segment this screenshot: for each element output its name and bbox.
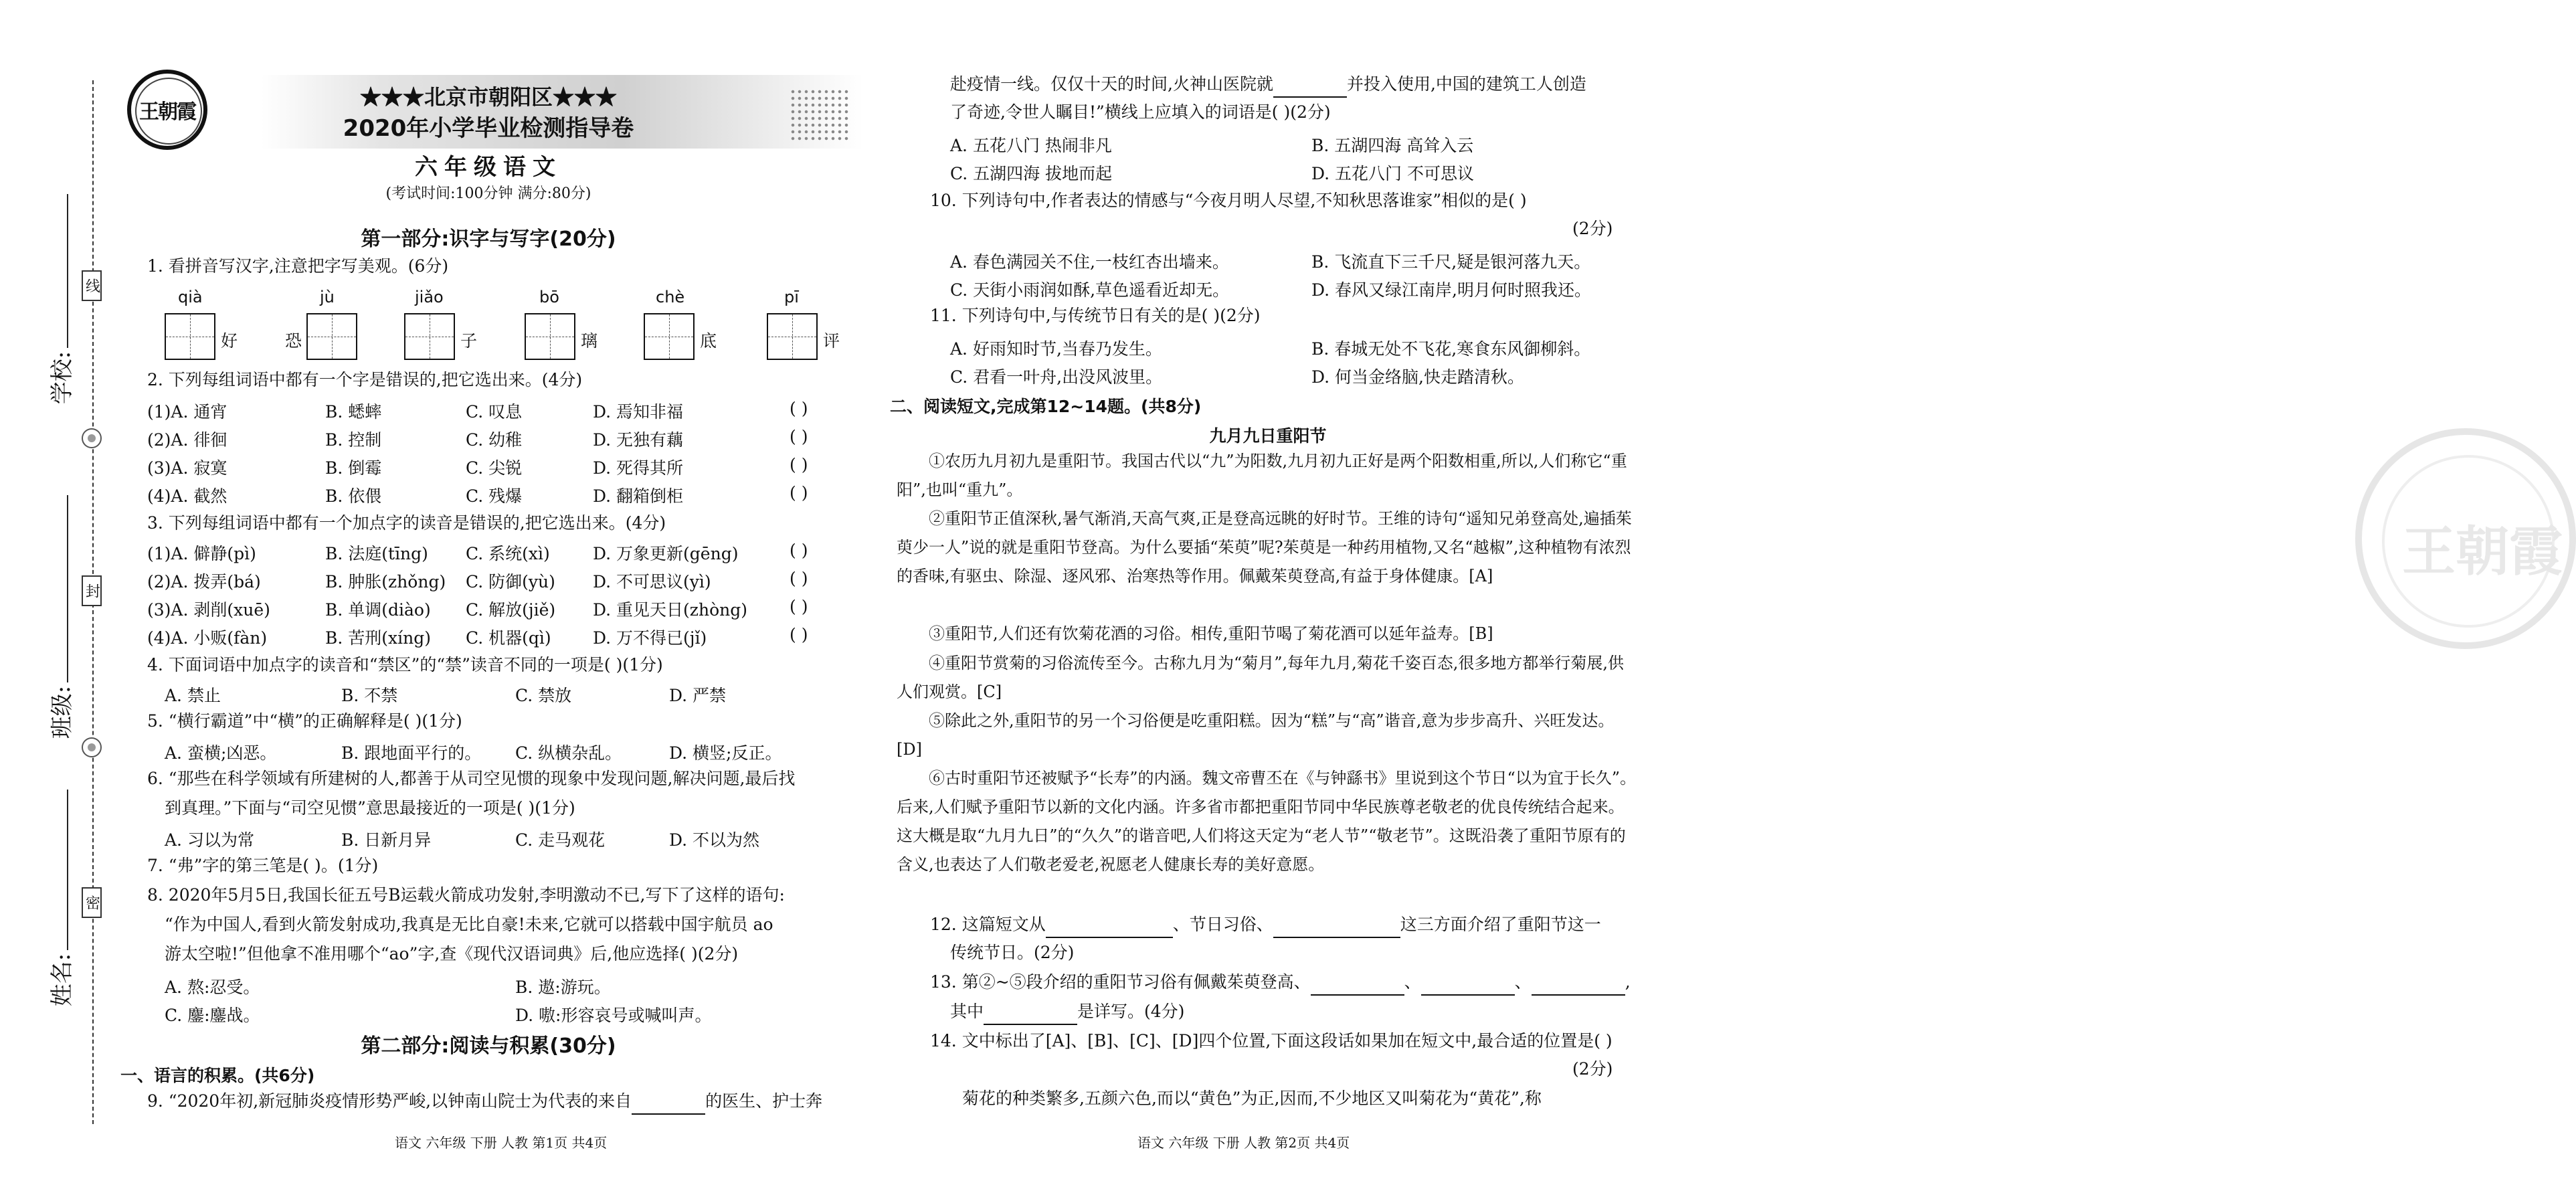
q1-char: 恐 — [285, 331, 302, 351]
blank[interactable] — [1421, 970, 1515, 996]
q1-pinyin: chè — [656, 288, 685, 306]
option[interactable]: (4)A. 截然 — [147, 486, 227, 506]
answer-paren[interactable]: ( ) — [790, 427, 808, 446]
q13-e: 其中 — [950, 1002, 984, 1021]
q1-char: 评 — [823, 331, 840, 351]
q6-stem: 6. “那些在科学领域有所建树的人,都善于从司空见惯的现象中发现问题,解决问题,最后找 — [147, 769, 796, 788]
q14-text: 菊花的种类繁多,五颜六色,而以“黄色”为正,因而,不少地区又叫菊花为“黄花”,称 — [962, 1089, 1542, 1108]
binding-mark-line: 线 — [82, 270, 102, 301]
option[interactable]: B. 不禁 — [341, 686, 398, 705]
writing-grid[interactable] — [767, 313, 818, 360]
option[interactable]: B. 春城无处不飞花,寒食东风御柳斜。 — [1311, 339, 1591, 359]
blank[interactable] — [1046, 913, 1173, 938]
q9-line1-b: 的医生、护士奔 — [705, 1091, 823, 1111]
option[interactable]: B. 跟地面平行的。 — [341, 743, 482, 763]
q13-d: , — [1625, 972, 1631, 992]
q1-char: 底 — [700, 331, 717, 351]
option[interactable]: D. 不可思议(yì) — [593, 572, 711, 591]
option[interactable]: C. 走马观花 — [515, 830, 606, 850]
q9-line2-a: 赴疫情一线。仅仅十天的时间,火神山医院就 — [950, 74, 1273, 94]
subject-title: 六年级语文 — [415, 154, 562, 181]
q5-stem: 5. “横行霸道”中“横”的正确解释是( )(1分) — [147, 711, 462, 731]
class-label: 班级: — [49, 685, 76, 739]
q9-line2 — [950, 72, 1586, 98]
option[interactable]: D. 无独有藕 — [593, 430, 684, 450]
writing-grid[interactable] — [644, 313, 695, 360]
q12-c: 这三方面介绍了重阳节这一 — [1400, 915, 1601, 934]
option[interactable]: A. 熬:忍受。 — [165, 978, 260, 997]
option[interactable]: D. 焉知非福 — [593, 402, 684, 422]
option[interactable]: (2)A. 拨弄(bá) — [147, 572, 261, 591]
article-paragraph: ②重阳节正值深秋,暑气渐消,天高气爽,正是登高远眺的好时节。王维的诗句“遥知兄弟登高处,遍插茱萸少一人”说的就是重阳节登高。为什么要插“茱萸”呢?茱萸是一种药用植物,又名“越椒”,这种植物有浓烈的香味,有驱虫、除湿、逐风邪、治寒热等作用。佩戴茱萸登高,有益于身体健康。[A] — [897, 509, 1632, 585]
option[interactable]: A. 春色满园关不住,一枝红杏出墙来。 — [950, 252, 1229, 272]
name-field[interactable] — [67, 790, 68, 950]
blank[interactable] — [632, 1089, 705, 1115]
q12-line1 — [930, 913, 1601, 938]
blank[interactable] — [1311, 970, 1404, 996]
exam-info: (考试时间:100分钟 满分:80分) — [385, 185, 591, 202]
option[interactable]: A. 好雨知时节,当春乃发生。 — [950, 339, 1162, 359]
blank[interactable] — [1273, 913, 1400, 938]
article-paragraph: ④重阳节赏菊的习俗流传至今。古称九月为“菊月”,每年九月,菊花千姿百态,很多地方都举行菊展,供人们观赏。[C] — [897, 654, 1625, 701]
q13-line2 — [950, 1000, 1184, 1025]
q13-f: 是详写。(4分) — [1077, 1002, 1185, 1021]
option[interactable]: B. 倒霉 — [325, 458, 382, 478]
option[interactable]: D. 死得其所 — [593, 458, 684, 478]
option[interactable]: (1)A. 通宵 — [147, 402, 227, 422]
option[interactable]: B. 依偎 — [325, 486, 382, 506]
part1-title: 第一部分:识字与写字(20分) — [361, 227, 616, 251]
q1-char: 子 — [460, 331, 478, 351]
option[interactable]: B. 控制 — [325, 430, 382, 450]
q9-line3: 了奇迹,令世人瞩目!”横线上应填入的词语是( )(2分) — [950, 102, 1331, 122]
option[interactable]: C. 纵横杂乱。 — [515, 743, 622, 763]
article-title: 九月九日重阳节 — [1209, 426, 1327, 446]
writing-grid[interactable] — [525, 313, 575, 360]
option[interactable]: A. 禁止 — [165, 686, 221, 705]
option[interactable]: (2)A. 徘徊 — [147, 430, 227, 450]
q1-pinyin: qià — [178, 288, 203, 306]
option[interactable]: D. 万不得已(jǐ) — [593, 628, 707, 648]
writing-grid[interactable] — [306, 313, 357, 360]
option[interactable]: D. 春风又绿江南岸,明月何时照我还。 — [1311, 280, 1591, 300]
option[interactable]: D. 重见天日(zhòng) — [593, 600, 747, 620]
option[interactable]: B. 法庭(tīng) — [325, 544, 428, 563]
article-paragraph: ③重阳节,人们还有饮菊花酒的习俗。相传,重阳节喝了菊花酒可以延年益寿。[B] — [929, 624, 1493, 643]
q8-line2: “作为中国人,看到火箭发射成功,我真是无比自豪!未来,它就可以搭载中国宇航员 ao — [165, 915, 773, 934]
answer-paren[interactable]: ( ) — [790, 483, 808, 502]
q12-b: 、节日习俗、 — [1172, 915, 1273, 934]
q8-line1: 8. 2020年5月5日,我国长征五号B运载火箭成功发射,李明激动不已,写下了这样的语句: — [147, 885, 785, 905]
writing-grid[interactable] — [404, 313, 455, 360]
option[interactable]: D. 嗷:形容哀号或喊叫声。 — [515, 1006, 712, 1025]
q1-pinyin: bō — [539, 288, 559, 306]
exam-title: 2020年小学毕业检测指导卷 — [343, 115, 634, 142]
option[interactable]: B. 五湖四海 高耸入云 — [1311, 136, 1474, 155]
binding-mark-dense: 密 — [82, 887, 102, 918]
q9-line1 — [147, 1089, 822, 1115]
answer-paren[interactable]: ( ) — [790, 597, 808, 616]
q3-stem: 3. 下列每组词语中都有一个加点字的读音是错误的,把它选出来。(4分) — [147, 513, 666, 533]
q12-a: 12. 这篇短文从 — [930, 915, 1046, 934]
q13-c: 、 — [1514, 972, 1532, 992]
option[interactable]: C. 禁放 — [515, 686, 572, 705]
answer-paren[interactable]: ( ) — [790, 455, 808, 474]
q6-stem-cont: 到真理。”下面与“司空见惯”意思最接近的一项是( )(1分) — [165, 798, 575, 818]
option[interactable]: D. 何当金络脑,快走踏清秋。 — [1311, 367, 1524, 387]
option[interactable]: C. 尖锐 — [466, 458, 523, 478]
q10-stem: 10. 下列诗句中,作者表达的情感与“今夜月明人尽望,不知秋思落谁家”相似的是( ) — [930, 191, 1527, 210]
q9-line1-a: 9. “2020年初,新冠肺炎疫情形势严峻,以钟南山院士为代表的来自 — [147, 1091, 632, 1111]
answer-paren[interactable]: ( ) — [790, 569, 808, 588]
school-field[interactable] — [67, 194, 68, 348]
district-title: ★★★北京市朝阳区★★★ — [359, 84, 617, 110]
binding-hole-top — [82, 428, 102, 448]
blank[interactable] — [984, 1000, 1077, 1025]
writing-grid[interactable] — [165, 313, 215, 360]
option[interactable]: (1)A. 僻静(pì) — [147, 544, 256, 563]
blank[interactable] — [1532, 970, 1625, 996]
option[interactable]: A. 五花八门 热闹非凡 — [950, 136, 1112, 155]
q10-score: (2分) — [1572, 219, 1613, 238]
section-2-heading: 二、阅读短文,完成第12~14题。(共8分) — [890, 397, 1202, 416]
q14-score: (2分) — [1572, 1059, 1613, 1079]
logo-text: 王朝霞 — [139, 100, 195, 124]
answer-paren[interactable]: ( ) — [790, 399, 808, 418]
option[interactable]: A. 蛮横;凶恶。 — [165, 743, 277, 763]
q1-stem: 1. 看拼音写汉字,注意把字写美观。(6分) — [147, 256, 449, 276]
binding-strip — [0, 0, 114, 1197]
answer-paren[interactable]: ( ) — [790, 625, 808, 644]
option[interactable]: A. 习以为常 — [165, 830, 254, 850]
watermark-seal — [2355, 428, 2576, 649]
option[interactable]: (3)A. 寂寞 — [147, 458, 227, 478]
option[interactable]: B. 苦刑(xíng) — [325, 628, 431, 648]
q13-b: 、 — [1404, 972, 1421, 992]
answer-paren[interactable]: ( ) — [790, 541, 808, 560]
q12-line2: 传统节日。(2分) — [950, 943, 1075, 962]
option[interactable]: D. 不以为然 — [669, 830, 760, 850]
q11-stem: 11. 下列诗句中,与传统节日有关的是( )(2分) — [930, 306, 1261, 325]
page-footer-left: 语文 六年级 下册 人教 第1页 共4页 — [395, 1135, 608, 1151]
option[interactable]: B. 遨:游玩。 — [515, 978, 611, 997]
option[interactable]: (3)A. 剥削(xuē) — [147, 600, 270, 620]
part2-title: 第二部分:阅读与积累(30分) — [361, 1034, 616, 1058]
option[interactable]: D. 五花八门 不可思议 — [1311, 164, 1474, 183]
article-paragraph: ⑤除此之外,重阳节的另一个习俗便是吃重阳糕。因为“糕”与“高”谐音,意为步步高升、兴旺发达。[D] — [897, 711, 1615, 759]
option[interactable]: D. 严禁 — [669, 686, 727, 705]
article-paragraph: ①农历九月初九是重阳节。我国古代以“九”为阳数,九月初九正好是两个阳数相重,所以,人们称它“重阳”,也叫“重九”。 — [897, 452, 1627, 499]
option[interactable]: C. 五湖四海 拔地而起 — [950, 164, 1113, 183]
right-page — [890, 0, 2563, 1197]
q9-line2-b: 并投入使用,中国的建筑工人创造 — [1346, 74, 1586, 94]
option[interactable]: (4)A. 小贩(fàn) — [147, 628, 268, 648]
binding-hole-bottom — [82, 737, 102, 757]
option[interactable]: B. 单调(diào) — [325, 600, 431, 620]
option[interactable]: B. 日新月异 — [341, 830, 432, 850]
left-page — [114, 0, 863, 1197]
section-1-heading: 一、语言的积累。(共6分) — [120, 1066, 315, 1085]
option[interactable]: C. 机器(qì) — [466, 628, 551, 648]
q14-stem: 14. 文中标出了[A]、[B]、[C]、[D]四个位置,下面这段话如果加在短文中,最合适的位置是( ) — [930, 1031, 1613, 1050]
article-paragraph: ⑥古时重阳节还被赋予“长寿”的内涵。魏文帝曹丕在《与钟繇书》里说到这个节日“以为宜于长久”。后来,人们赋予重阳节以新的文化内涵。许多省市都把重阳节同中华民族尊老敬老的优良传统结合起来。这大概是取“九月九日”的“久久”的谐音吧,人们将这天定为“老人节”“敬老节”。这既沿袭了重阳节原有的含义,也表达了人们敬老爱老,祝愿老人健康长寿的美好意愿。 — [897, 769, 1637, 874]
q1-pinyin: pī — [784, 288, 799, 306]
q7-stem: 7. “弗”字的第三笔是( )。(1分) — [147, 856, 379, 875]
q13-line1 — [930, 970, 1631, 996]
page-footer-right: 语文 六年级 下册 人教 第2页 共4页 — [1137, 1135, 1350, 1151]
binding-mark-seal: 封 — [82, 575, 102, 606]
q8-line3: 游太空啦!”但他拿不准用哪个“ao”字,查《现代汉语词典》后,他应选择( )(2分) — [165, 944, 739, 963]
q1-pinyin: jiǎo — [415, 288, 444, 306]
blank[interactable] — [1273, 72, 1347, 98]
option[interactable]: B. 肿胀(zhǒng) — [325, 572, 446, 591]
school-label: 学校: — [49, 351, 76, 405]
watermark-text: 王朝霞 — [2402, 520, 2563, 583]
option[interactable]: C. 幼稚 — [466, 430, 523, 450]
q1-pinyin: jù — [320, 288, 335, 306]
option[interactable]: B. 蟋蟀 — [325, 402, 382, 422]
name-label: 姓名: — [49, 953, 76, 1007]
option[interactable]: C. 君看一叶舟,出没风波里。 — [950, 367, 1163, 387]
q13-a: 13. 第②~⑤段介绍的重阳节习俗有佩戴茱萸登高、 — [930, 972, 1311, 992]
option[interactable]: C. 防御(yù) — [466, 572, 555, 591]
q4-stem: 4. 下面词语中加点字的读音和“禁区”的“禁”读音不同的一项是( )(1分) — [147, 655, 663, 674]
option[interactable]: C. 鏖:鏖战。 — [165, 1006, 260, 1025]
option[interactable]: D. 横竖;反正。 — [669, 743, 782, 763]
option[interactable]: D. 万象更新(gēng) — [593, 544, 739, 563]
option[interactable]: C. 残爆 — [466, 486, 523, 506]
option[interactable]: C. 系统(xì) — [466, 544, 550, 563]
q1-char: 璃 — [581, 331, 598, 351]
q1-char: 好 — [221, 331, 238, 351]
option[interactable]: B. 飞流直下三千尺,疑是银河落九天。 — [1311, 252, 1591, 272]
option[interactable]: C. 叹息 — [466, 402, 523, 422]
option[interactable]: C. 解放(jiě) — [466, 600, 556, 620]
option[interactable]: D. 翻箱倒柜 — [593, 486, 684, 506]
class-field[interactable] — [67, 495, 68, 682]
option[interactable]: C. 天街小雨润如酥,草色遥看近却无。 — [950, 280, 1230, 300]
q2-stem: 2. 下列每组词语中都有一个字是错误的,把它选出来。(4分) — [147, 370, 583, 389]
